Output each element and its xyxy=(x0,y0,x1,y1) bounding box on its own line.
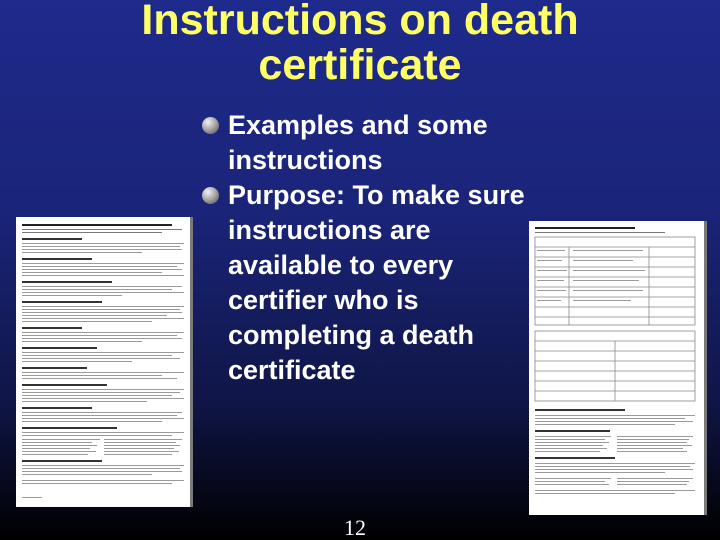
title-line-2: certificate xyxy=(258,41,462,89)
bullet-1-line-1: Examples and some xyxy=(228,110,488,140)
bullet-2-line-3: available to every xyxy=(228,250,454,280)
bullet-item-1 xyxy=(200,108,530,178)
instruction-document-image xyxy=(16,217,190,507)
bullet-2-line-2: instructions are xyxy=(228,215,431,245)
bullet-2-line-1: Purpose: To make sure xyxy=(228,180,525,210)
sphere-bullet-icon xyxy=(202,117,219,134)
death-certificate-form-image xyxy=(529,221,704,515)
page-number: 12 xyxy=(344,515,366,540)
bullet-1-line-2: instructions xyxy=(228,145,383,175)
bullet-item-2 xyxy=(200,178,530,388)
bullet-2-line-4: certifier who is xyxy=(228,285,419,315)
bullet-list xyxy=(200,108,530,388)
bullet-2-line-5: completing a death xyxy=(228,320,475,350)
sphere-bullet-icon xyxy=(202,187,219,204)
instruction-document-thumbnail xyxy=(16,217,193,507)
death-certificate-form-thumbnail xyxy=(529,221,707,515)
title-line-1: Instructions on death xyxy=(141,0,579,44)
slide-title xyxy=(0,0,720,88)
bullet-2-line-6: certificate xyxy=(228,355,356,385)
